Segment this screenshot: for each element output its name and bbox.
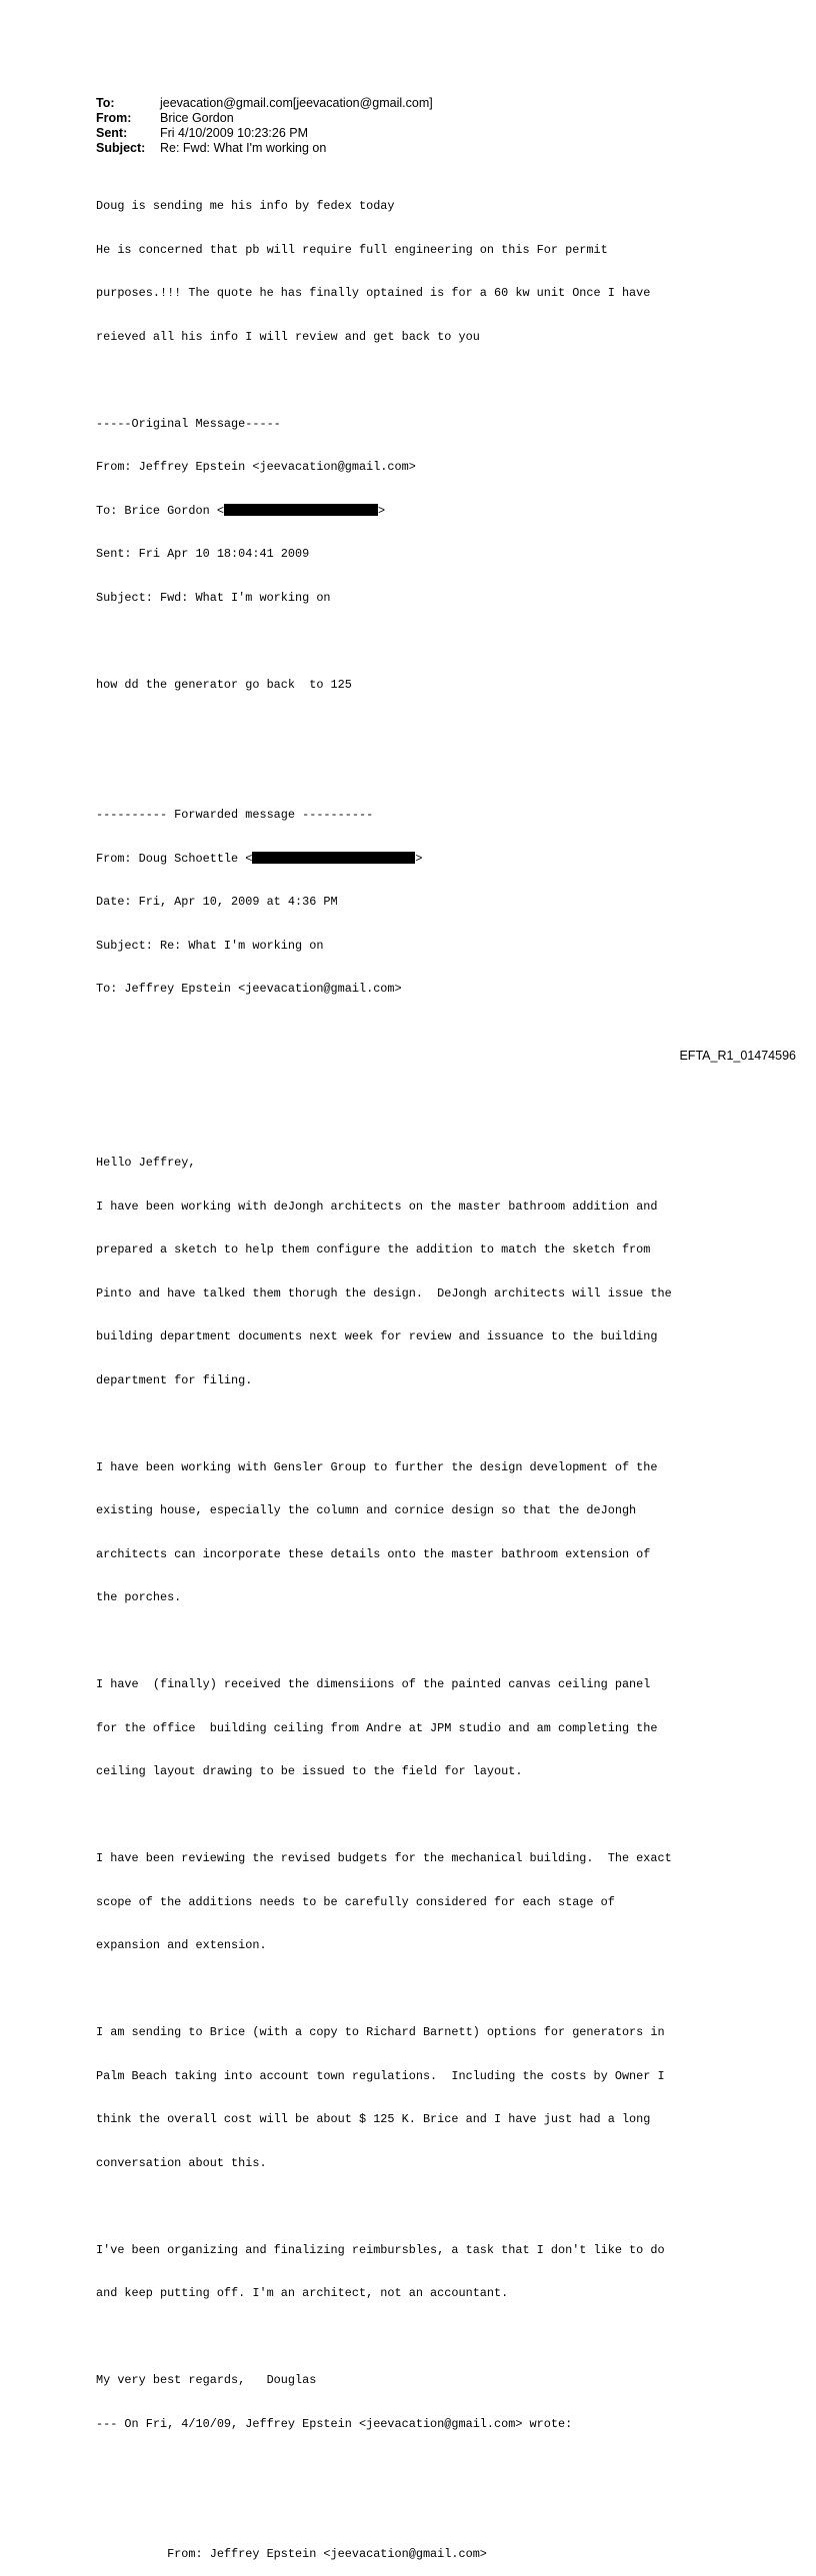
paragraph-line: Palm Beach taking into account town regulations. Including the costs by Owner I — [96, 2068, 665, 2083]
original-body: how dd the generator go back to 125 — [96, 677, 352, 692]
paragraph-line: prepared a sketch to help them configure the addition to match the sketch from — [96, 1243, 651, 1257]
subject-row — [96, 141, 433, 156]
forwarded-separator: ---------- Forwarded message ---------- — [96, 808, 374, 822]
original-to: To: Brice Gordon < > — [96, 503, 386, 518]
original-from: From: Jeffrey Epstein <jeevacation@gmail.com> — [96, 460, 416, 474]
paragraph-line: the porches. — [96, 1590, 182, 1604]
paragraph-line: and keep putting off. I'm an architect, not an accountant. — [96, 2286, 509, 2300]
redaction-bar — [224, 504, 378, 516]
quote-intro: --- On Fri, 4/10/09, Jeffrey Epstein <jeevacation@gmail.com> wrote: — [96, 2416, 573, 2431]
from-row — [96, 111, 433, 126]
paragraph-line: I have been working with Gensler Group to further the design development of the — [96, 1459, 658, 1474]
original-sent: Sent: Fri Apr 10 18:04:41 2009 — [96, 547, 310, 561]
to-value: jeevacation@gmail.com[jeevacation@gmail.com] — [160, 96, 433, 110]
from-value: Brice Gordon — [160, 111, 234, 125]
to-label: To: — [96, 96, 115, 110]
paragraph-line: I have been working with deJongh architects on the master bathroom addition and — [96, 1199, 658, 1214]
email-body — [96, 170, 796, 2576]
paragraph-line: for the office building ceiling from Andre at JPM studio and am completing the — [96, 1720, 658, 1735]
paragraph-line: ceiling layout drawing to be issued to the field for layout. — [96, 1764, 523, 1778]
paragraph-line: I've been organizing and finalizing reimbursbles, a task that I don't like to do — [96, 2242, 665, 2257]
paragraph-line: architects can incorporate these details onto the master bathroom extension of — [96, 1546, 651, 1561]
paragraph-line: department for filing. — [96, 1372, 253, 1387]
subject-value: Re: Fwd: What I'm working on — [160, 141, 327, 155]
paragraph-line: I have (finally) received the dimensiions of the painted canvas ceiling panel — [96, 1677, 651, 1691]
bates-number: EFTA_R1_01474596 — [679, 1049, 796, 1063]
reply-line: purposes.!!! The quote he has finally optained is for a 60 kw unit Once I have — [96, 286, 651, 300]
reply-line: reieved all his info I will review and get back to you — [96, 329, 480, 344]
greeting: Hello Jeffrey, — [96, 1156, 196, 1170]
original-subject: Subject: Fwd: What I'm working on — [96, 590, 331, 605]
signoff: My very best regards, Douglas — [96, 2373, 317, 2387]
paragraph-line: existing house, especially the column and cornice design so that the deJongh — [96, 1503, 637, 1517]
to-row — [96, 96, 433, 111]
paragraph-line: conversation about this. — [96, 2155, 267, 2170]
paragraph-line: I have been reviewing the revised budgets for the mechanical building. The exact — [96, 1851, 672, 1865]
forwarded-to: To: Jeffrey Epstein <jeevacation@gmail.com> — [96, 982, 402, 996]
forwarded-date: Date: Fri, Apr 10, 2009 at 4:36 PM — [96, 895, 338, 909]
paragraph-line: expansion and extension. — [96, 1938, 267, 1952]
paragraph-line: Pinto and have talked them thorugh the design. DeJongh architects will issue the — [96, 1286, 672, 1300]
paragraph-line: I am sending to Brice (with a copy to Richard Barnett) options for generators in — [96, 2025, 665, 2039]
original-message-separator: -----Original Message----- — [96, 416, 281, 431]
redaction-bar — [252, 852, 415, 864]
paragraph-line: scope of the additions needs to be carefully considered for each stage of — [96, 1894, 615, 1909]
reply-line: He is concerned that pb will require full engineering on this For permit — [96, 242, 608, 257]
quoted-from: From: Jeffrey Epstein <jeevacation@gmail.com> — [96, 2547, 487, 2561]
sent-label: Sent: — [96, 126, 128, 140]
subject-label: Subject: — [96, 141, 146, 155]
sent-row — [96, 126, 433, 141]
reply-line: Doug is sending me his info by fedex today — [96, 199, 395, 213]
forwarded-from: From: Doug Schoettle < > — [96, 851, 423, 866]
paragraph-line: building department documents next week for review and issuance to the building — [96, 1329, 658, 1343]
paragraph-line: think the overall cost will be about $ 125 K. Brice and I have just had a long — [96, 2112, 651, 2126]
sent-value: Fri 4/10/2009 10:23:26 PM — [160, 126, 309, 140]
email-header — [96, 96, 433, 156]
forwarded-subject: Subject: Re: What I'm working on — [96, 938, 324, 953]
from-label: From: — [96, 111, 132, 125]
